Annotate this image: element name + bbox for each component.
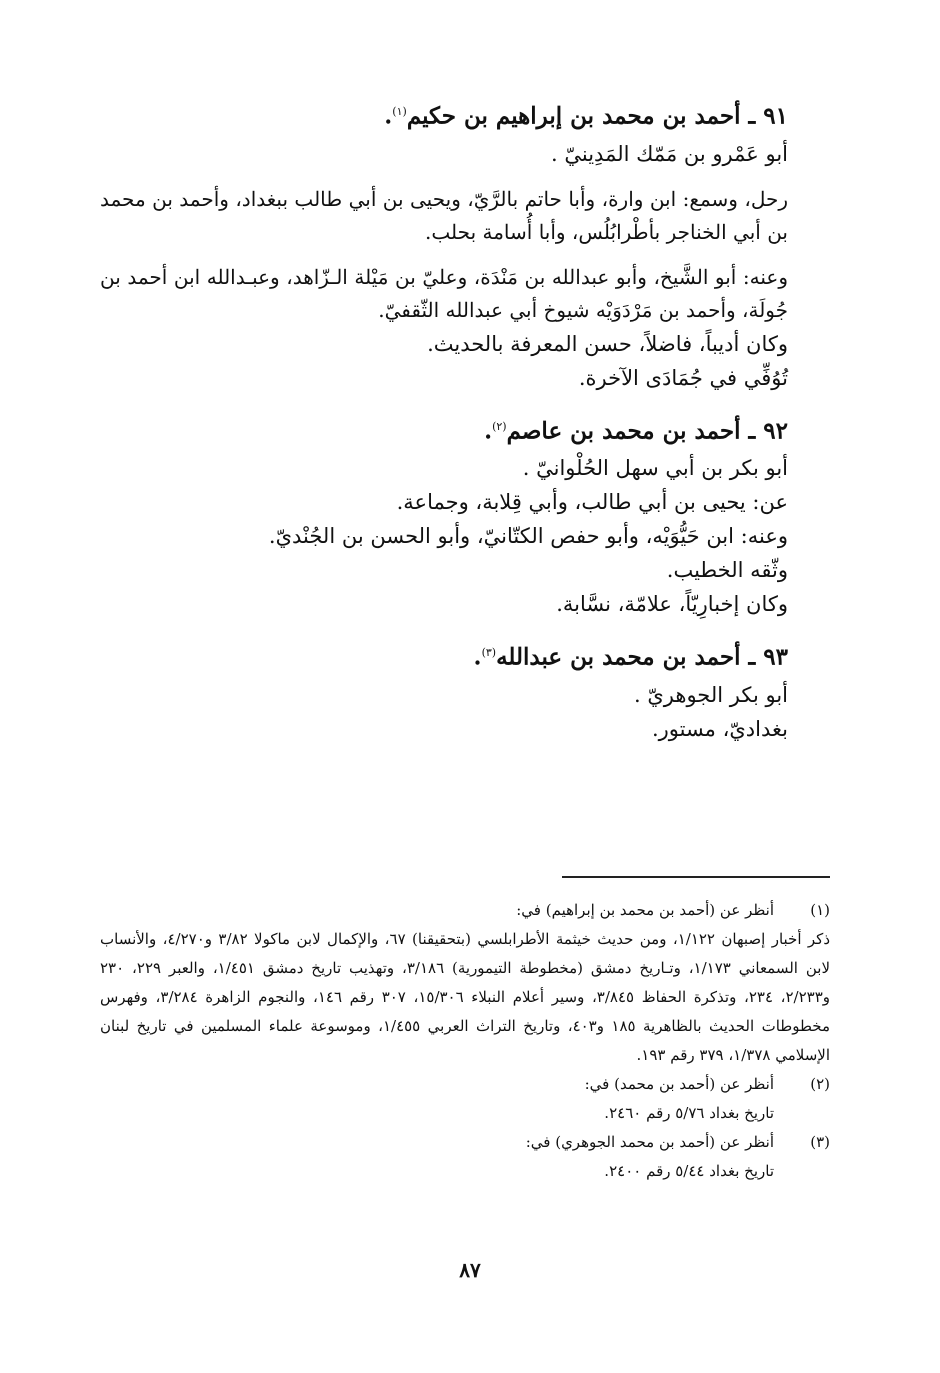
footnote-intro: أنظر عن (أحمد بن محمد الجوهري) في: bbox=[525, 1133, 774, 1151]
heading-tail: . bbox=[484, 417, 493, 445]
footnotes bbox=[100, 896, 830, 1186]
heading-tail: . bbox=[384, 102, 393, 130]
entry-description-93: بغداديّ، مستور. bbox=[651, 716, 788, 741]
entry-heading-text: ٩١ ـ أحمد بن محمد بن إبراهيم بن حكيم bbox=[406, 102, 788, 130]
footnote-ref-2[interactable]: (٢) bbox=[492, 419, 507, 433]
entry-heading-92 bbox=[100, 407, 788, 452]
entry-heading-text: ٩٣ ـ أحمد بن محمد بن عبدالله bbox=[496, 643, 788, 671]
entry-description-91: وكان أديباً، فاضلاً، حسن المعرفة بالحديث. bbox=[427, 331, 788, 356]
entry-heading-93 bbox=[100, 633, 788, 678]
footnote-ref-3[interactable]: (٣) bbox=[481, 646, 497, 660]
footnote-3 bbox=[100, 1128, 830, 1186]
heading-tail: . bbox=[473, 643, 482, 671]
entry-travel-91: رحل، وسمع: ابن وارة، وأبا حاتم بالرَّيّ، ويحيى بن أبي طالب ببغداد، وأحمد بن محمد بن أبي الخناجر بأطْرابُلُس، وأبا أُسامة بحلب. bbox=[100, 186, 788, 244]
entry-kunya-93: أبو بكر الجوهريّ . bbox=[634, 682, 788, 707]
footnote-number: (١) bbox=[810, 901, 830, 919]
entry-kunya-92: أبو بكر بن أبي سهل الحُلْوانيّ . bbox=[522, 456, 788, 481]
footnote-number: (٣) bbox=[810, 1133, 830, 1151]
entry-heading-text: ٩٢ ـ أحمد بن محمد بن عاصم bbox=[506, 417, 788, 445]
entry-kunya-91: أبو عَمْرو بن مَمّك المَدِينيّ . bbox=[551, 141, 788, 166]
entry-teachers-92: عن: يحيى بن أبي طالب، وأبي قِلابة، وجماعة. bbox=[396, 490, 788, 515]
footnote-ref-1[interactable]: (١) bbox=[392, 105, 407, 118]
footnote-number: (٢) bbox=[810, 1075, 830, 1093]
footnote-1 bbox=[100, 896, 830, 1070]
footnote-body: ذكر أخبار إصبهان ١/١٢٢، ومن حديث خيثمة الأطرابلسي (بتحقيقنا) ٦٧، والإكمال لابن ماكولا ٣/٨٢ و٤/٢٧٠، والأنساب لابن السمعاني ١/١٧٣، وتـاريخ دمشق (مخطوطة التيمورية) ٣/١٨٦، وتهذيب تاريخ دمشق ١/٤٥١، والعبر ٢٢٩، ٢٣٠ و٢/٢٣٣، ٢٣٤، وتذكرة الحفاظ ٣/٨٤٥، وسير أعلام النبلاء ١٥/٣٠٦، ٣٠٧ رقم ١٤٦، والنجوم الزاهرة ٣/٢٨٤، وفهرس مخطوطات الحديث بالظاهرية ١٨٥ و٤٠٣، وتاريخ التراث العربي ١/٤٥٥، وموسوعة علماء المسلمين في تاريخ لبنان الإسلامي ١/٣٧٨، ٣٧٩ رقم ١٩٣. bbox=[100, 930, 830, 1064]
entry-heading-91 bbox=[100, 92, 788, 137]
footnote-divider bbox=[562, 876, 830, 878]
entry-students-92: وعنه: ابن حَيُّوَيْه، وأبو حفص الكتّانيّ، وأبو الحسن بن الجُنْديّ. bbox=[268, 524, 788, 549]
footnote-body: تاريخ بغداد ٥/٤٤ رقم ٢٤٠٠. bbox=[604, 1162, 774, 1180]
entry-students-91: وعنه: أبو الشَّيخ، وأبو عبدالله بن مَنْدَة، وعليّ بن مَيْلة الـزّاهد، وعبـدالله ابن أحمد بن جُولَة، وأحمد بن مَرْدَوَيْه شيوخ أبي عبدالله الثّقفيّ. bbox=[100, 264, 788, 322]
entry-death-91: تُوُفِّي في جُمَادَى الآخرة. bbox=[578, 365, 788, 390]
main-text bbox=[100, 92, 830, 746]
footnote-intro: أنظر عن (أحمد بن محمد بن إبراهيم) في: bbox=[516, 901, 774, 919]
footnote-intro: أنظر عن (أحمد بن محمد) في: bbox=[584, 1075, 774, 1093]
footnote-body: تاريخ بغداد ٥/٧٦ رقم ٢٤٦٠. bbox=[604, 1104, 774, 1122]
page-number: ٨٧ bbox=[459, 1258, 481, 1282]
footnote-2 bbox=[100, 1070, 830, 1128]
entry-reliability-92: وثّقه الخطيب. bbox=[666, 558, 788, 583]
entry-description-92: وكان إخبارِيّاً، علامّة، نسَّابة. bbox=[556, 592, 788, 617]
